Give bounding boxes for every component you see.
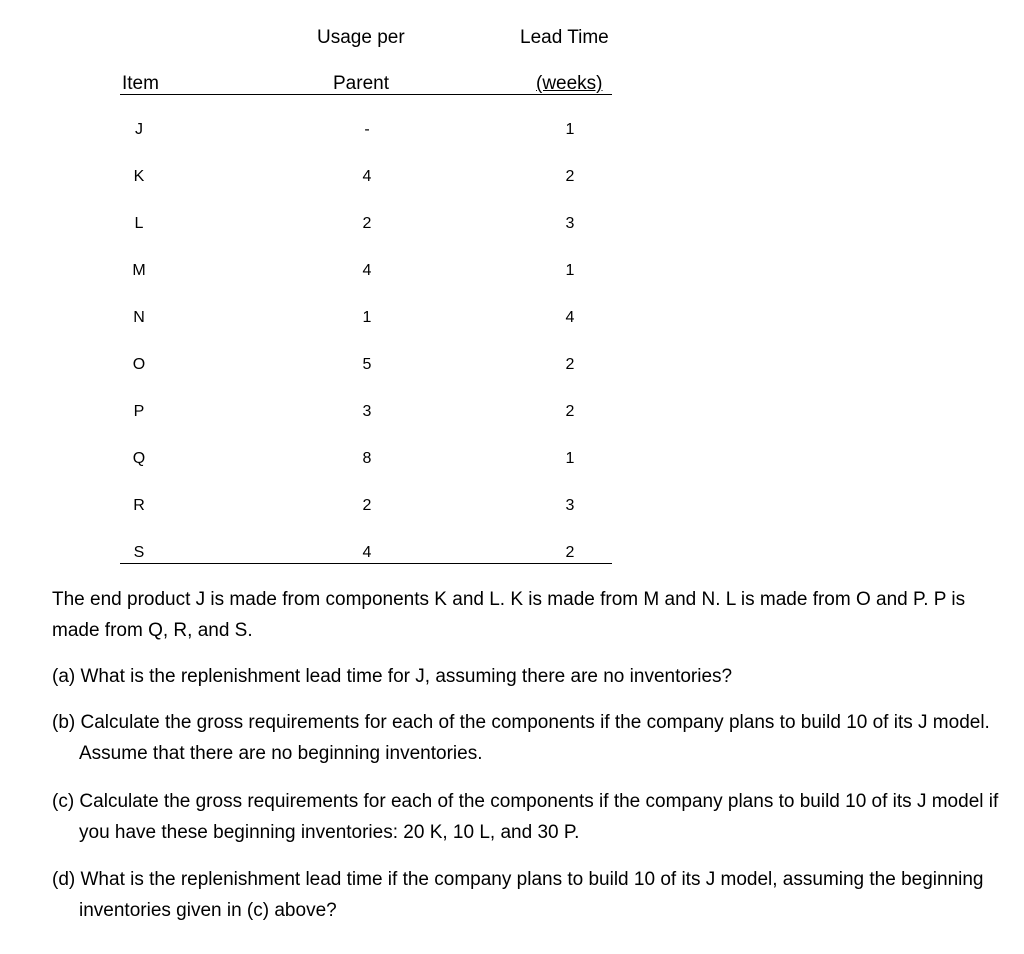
cell-lead: 2: [565, 168, 575, 185]
header-item: Item: [122, 73, 159, 94]
cell-item: N: [133, 309, 145, 326]
table-row: [0, 117, 1024, 143]
question-c: (c) Calculate the gross requirements for each of the components if the company plans to build 10 of its J model if you have these beginning inventories: 20 K, 10 L, and 30 P.: [52, 791, 999, 843]
cell-item: M: [132, 262, 146, 279]
table-bottom-rule: [120, 563, 612, 564]
table-row: [0, 493, 1024, 519]
table-row: [0, 211, 1024, 237]
cell-usage: 4: [362, 262, 372, 279]
cell-lead: 1: [565, 262, 575, 279]
header-lead-line2: (weeks): [536, 73, 603, 94]
cell-item: Q: [132, 450, 146, 467]
cell-lead: 3: [565, 215, 575, 232]
cell-lead: 2: [565, 544, 575, 561]
table-row: [0, 446, 1024, 472]
table-row: [0, 352, 1024, 378]
header-usage-line1: Usage per: [317, 27, 405, 48]
cell-lead: 4: [565, 309, 575, 326]
cell-item: R: [133, 497, 145, 514]
cell-item: S: [133, 544, 145, 561]
cell-usage: 1: [362, 309, 372, 326]
cell-usage: 3: [362, 403, 372, 420]
cell-usage: 4: [362, 544, 372, 561]
cell-usage: 2: [362, 215, 372, 232]
table-row: [0, 258, 1024, 284]
cell-item: O: [132, 356, 146, 373]
problem-intro: The end product J is made from components K and L. K is made from M and N. L is made from O and P. P is made from Q, R, and S.: [52, 589, 966, 641]
table-header-rule: [120, 94, 612, 95]
cell-item: K: [133, 168, 145, 185]
cell-lead: 2: [565, 356, 575, 373]
cell-usage: 2: [362, 497, 372, 514]
cell-item: J: [135, 121, 143, 138]
cell-lead: 3: [565, 497, 575, 514]
cell-usage: 8: [362, 450, 372, 467]
cell-usage: 4: [362, 168, 372, 185]
question-d: (d) What is the replenishment lead time if the company plans to build 10 of its J model, assuming the beginning inventories given in (c) above?: [52, 869, 984, 921]
cell-item: L: [134, 215, 144, 232]
cell-item: P: [133, 403, 145, 420]
header-usage-line2: Parent: [333, 73, 389, 94]
cell-lead: 1: [565, 121, 575, 138]
table-row: [0, 305, 1024, 331]
cell-lead: 2: [565, 403, 575, 420]
question-b: (b) Calculate the gross requirements for each of the components if the company plans to build 10 of its J model. Assume that there are no beginning inventories.: [52, 712, 990, 764]
cell-usage: -: [364, 121, 370, 138]
table-row: [0, 399, 1024, 425]
question-a: (a) What is the replenishment lead time for J, assuming there are no inventories?: [52, 666, 733, 687]
cell-lead: 1: [565, 450, 575, 467]
cell-usage: 5: [362, 356, 372, 373]
header-lead-line1: Lead Time: [520, 27, 609, 48]
table-row: [0, 164, 1024, 190]
